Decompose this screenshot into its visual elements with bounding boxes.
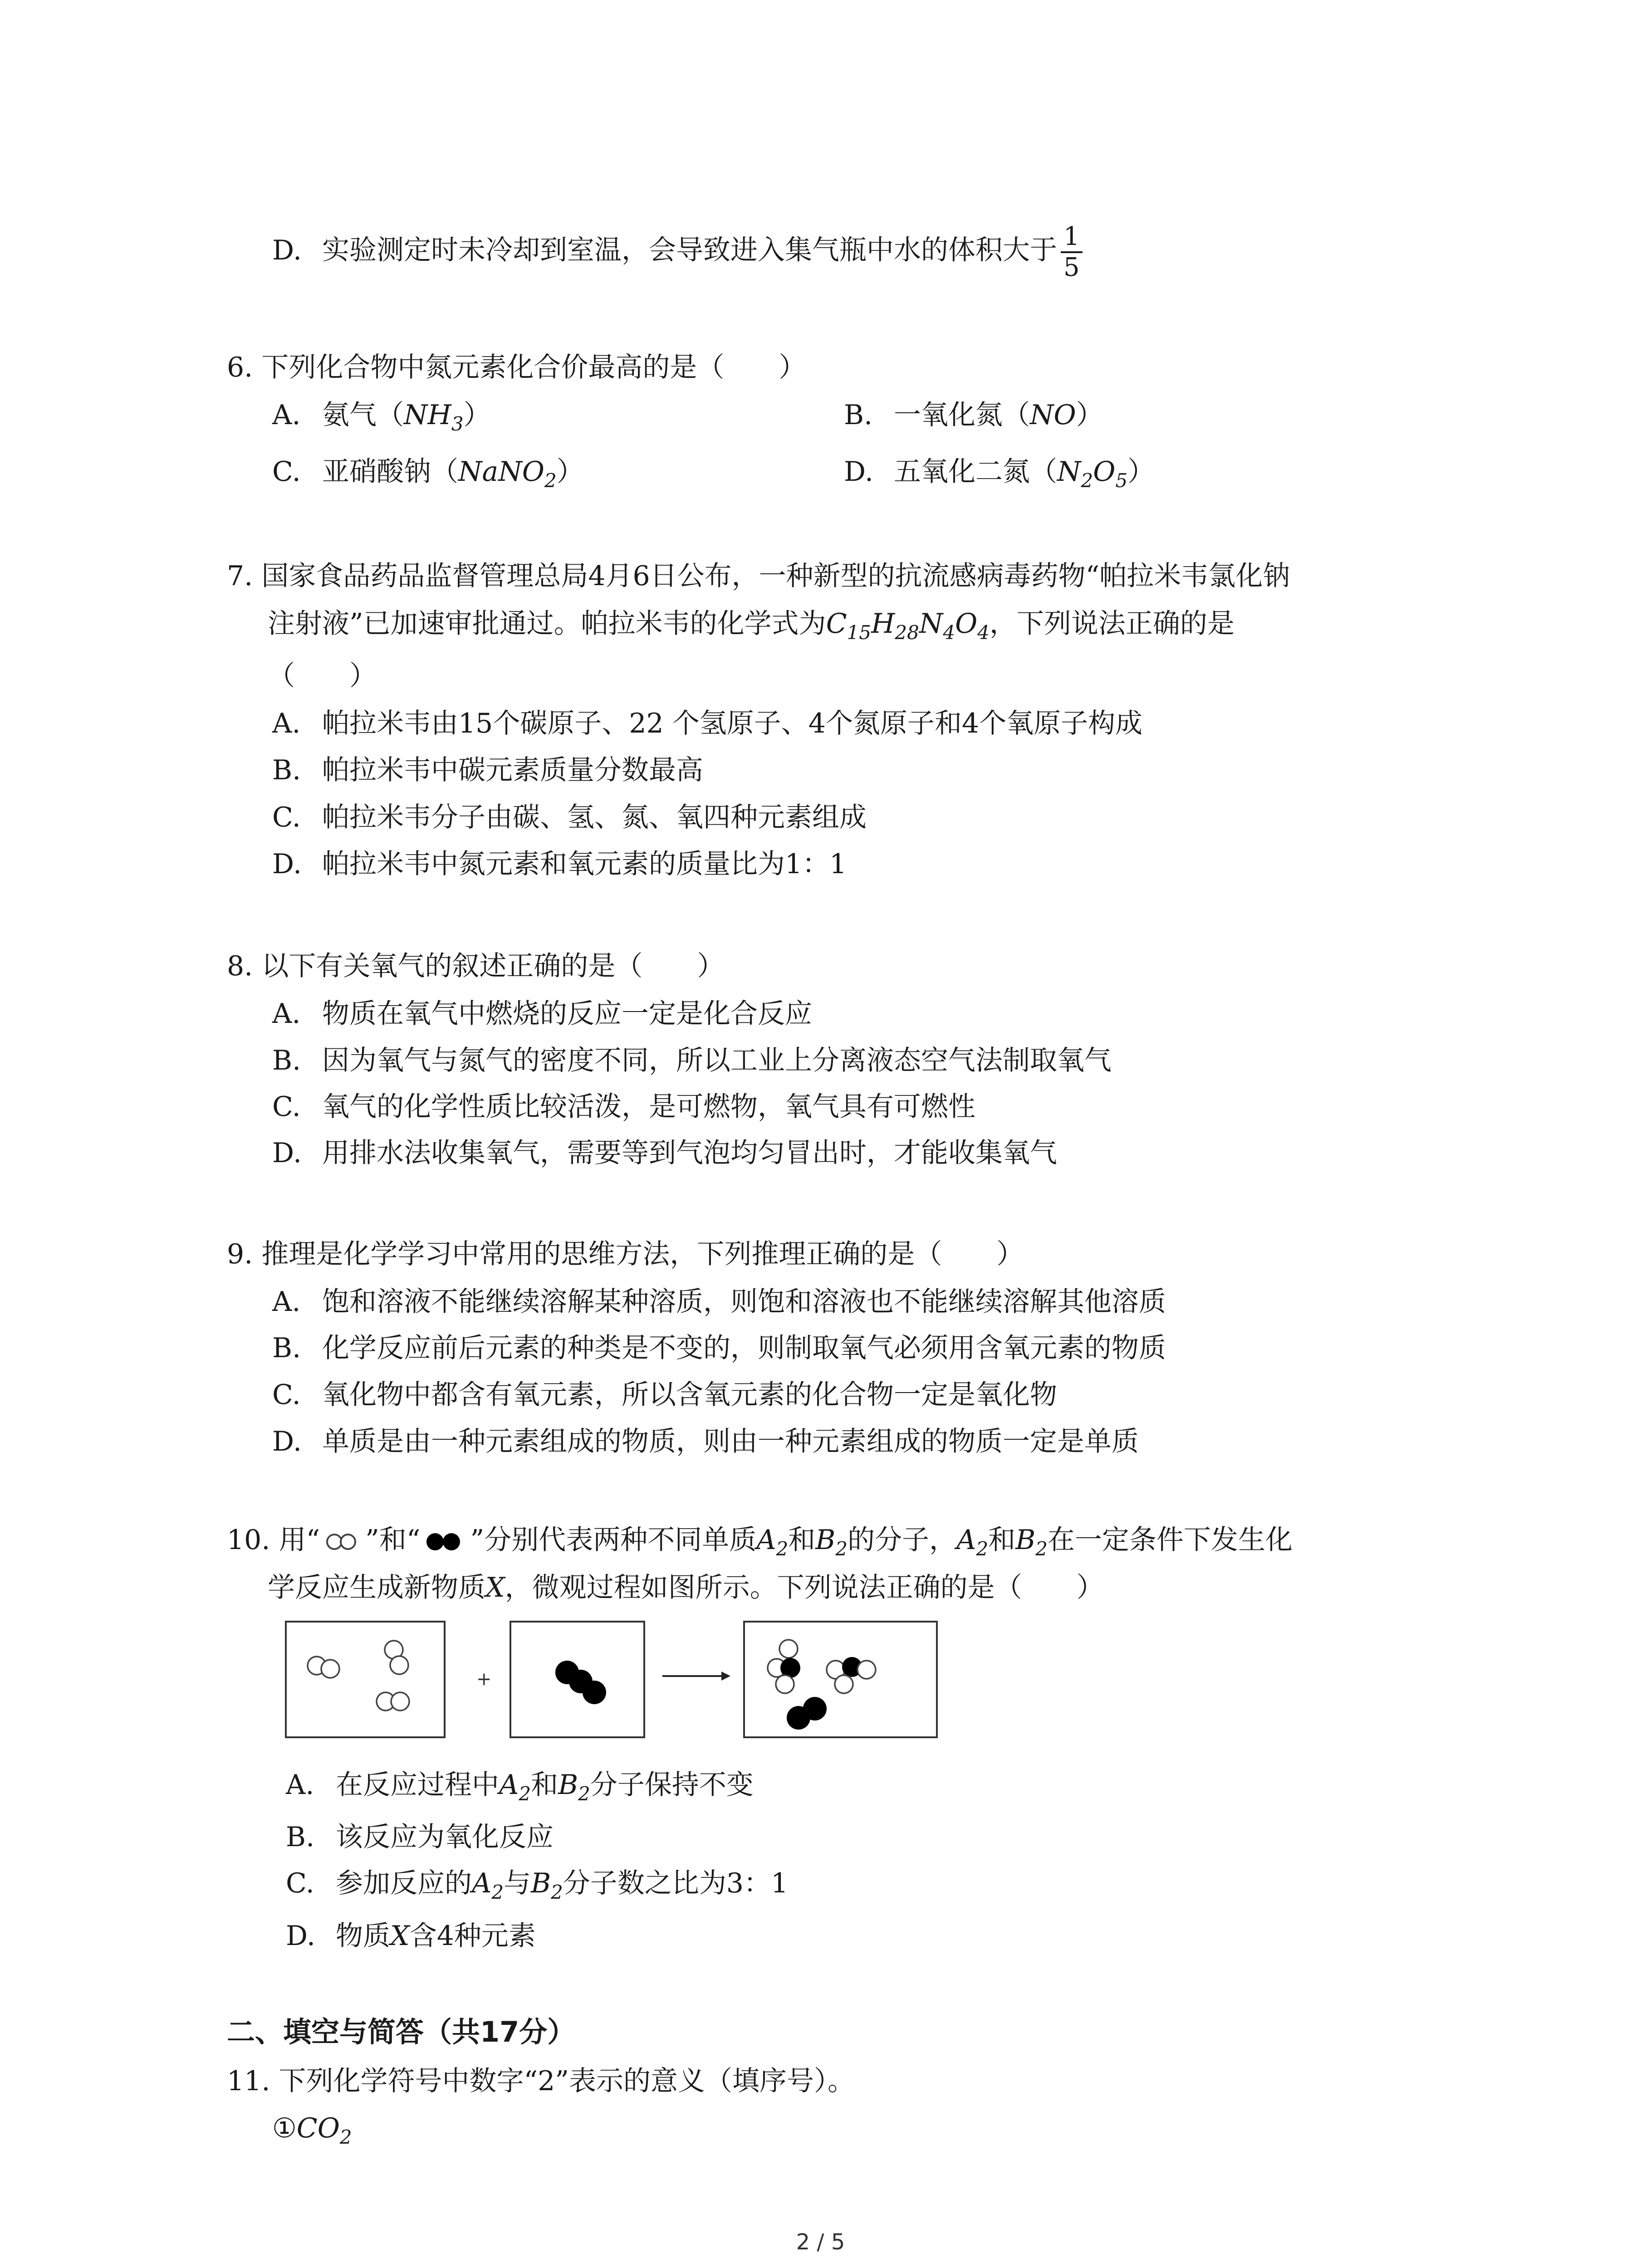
q8-option-a: [272, 996, 812, 1032]
stem-text: ”分别代表两种不同单质: [470, 1524, 757, 1556]
stem-text: 10. 用“: [227, 1524, 320, 1556]
formula: O: [955, 608, 978, 640]
option-text: 单质是由一种元素组成的物质，则由一种元素组成的物质一定是单质: [322, 1426, 1139, 1457]
reactant-a-box: [286, 1622, 445, 1737]
q6-option-b: [844, 397, 1103, 433]
option-label: D.: [272, 1137, 302, 1169]
option-text: 亚硝酸钠（: [322, 456, 458, 488]
q8-option-b: [272, 1042, 1112, 1079]
q6-option-d: [844, 454, 1155, 490]
option-label: B.: [844, 399, 873, 431]
option-text: 一氧化氮（: [894, 399, 1030, 431]
formula: B: [815, 1524, 836, 1556]
subscript: 15: [847, 621, 872, 644]
subscript: 2: [339, 2126, 352, 2148]
formula: A: [956, 1524, 976, 1556]
q10-option-d: [286, 1918, 536, 1954]
subscript: 2: [544, 469, 557, 492]
q9-option-d: [272, 1423, 1139, 1460]
page-number: 2 / 5: [796, 2229, 845, 2255]
b-atom: [803, 1697, 827, 1721]
fraction-denominator: 5: [1063, 253, 1080, 282]
plus-sign: +: [476, 1669, 492, 1690]
option-text: 含4种元素: [409, 1920, 536, 1952]
q9-option-c: [272, 1377, 1057, 1413]
subscript: 4: [977, 621, 990, 644]
option-label: A.: [272, 708, 301, 739]
option-text: 该反应为氧化反应: [336, 1821, 554, 1853]
formula: C: [826, 608, 847, 640]
q5-option-d: [272, 222, 1083, 282]
option-label: C.: [272, 1091, 301, 1123]
q7-stem-line3: （ ）: [268, 660, 377, 692]
option-label: A.: [272, 998, 301, 1030]
option-text: 氨气（: [322, 399, 404, 431]
option-text: 与: [504, 1867, 531, 1899]
option-label: C.: [272, 456, 301, 488]
q9-stem: 9. 推理是化学学习中常用的思维方法，下列推理正确的是（ ）: [227, 1238, 1024, 1270]
option-label: D.: [272, 848, 302, 880]
option-text: 和: [531, 1769, 558, 1801]
option-text: 物质在氧气中燃烧的反应一定是化合反应: [322, 998, 812, 1030]
formula: B: [558, 1769, 578, 1801]
a-atom: [321, 1660, 339, 1678]
q7-option-b: [272, 752, 703, 788]
option-text: 帕拉米韦中碳元素质量分数最高: [322, 754, 703, 786]
formula: NH: [404, 399, 451, 431]
fraction: [1061, 222, 1083, 282]
stem-text: 学反应生成新物质: [268, 1572, 485, 1603]
option-text: 化学反应前后元素的种类是不变的，则制取氧气必须用含氧元素的物质: [322, 1332, 1166, 1364]
subscript: 2: [1035, 1538, 1048, 1560]
q9-option-b: [272, 1330, 1166, 1366]
q11-stem: 11. 下列化学符号中数字“2”表示的意义（填序号）。: [227, 2065, 855, 2097]
option-text: 帕拉米韦分子由碳、氢、氮、氧四种元素组成: [322, 802, 867, 833]
option-text: 实验测定时未冷却到室温，会导致进入集气瓶中水的体积大于: [322, 234, 1057, 266]
stem-text: ”和“: [365, 1524, 421, 1556]
option-label: B.: [272, 754, 301, 786]
q8-option-c: [272, 1089, 975, 1125]
option-text: 帕拉米韦中氮元素和氧元素的质量比为1：1: [322, 848, 847, 880]
a-atom: [835, 1675, 853, 1693]
formula: A: [472, 1867, 492, 1899]
a-atom: [779, 1640, 798, 1658]
formula: N: [1057, 456, 1081, 488]
formula: X: [390, 1920, 410, 1952]
option-label: C.: [272, 1379, 301, 1411]
q10-option-a: [286, 1767, 754, 1803]
q10-stem-line2: [268, 1569, 1104, 1606]
option-label: A.: [286, 1769, 314, 1801]
option-text: 参加反应的: [336, 1867, 472, 1899]
paren: ）: [1127, 456, 1155, 488]
reaction-diagram: [272, 1617, 953, 1749]
formula: NO: [1030, 399, 1076, 431]
option-label: A.: [272, 1286, 301, 1318]
q7-option-a: [272, 705, 1142, 742]
paren: ）: [1076, 399, 1103, 431]
option-text: 氧气的化学性质比较活泼，是可燃物，氧气具有可燃性: [322, 1091, 975, 1123]
option-text: 分子数之比为3：1: [563, 1867, 789, 1899]
q6-stem: 6. 下列化合物中氮元素化合价最高的是（ ）: [227, 352, 806, 383]
option-text: 分子保持不变: [590, 1769, 754, 1801]
stem-text: 在一定条件下发生化: [1048, 1524, 1293, 1556]
q7-stem-line2: [268, 606, 1234, 642]
a-atom: [776, 1675, 794, 1693]
option-label: D.: [286, 1920, 316, 1952]
q9-option-a: [272, 1284, 1166, 1320]
q10-option-b: [286, 1819, 554, 1855]
option-label: D.: [844, 456, 874, 488]
option-text: 物质: [336, 1920, 390, 1952]
option-label: C.: [272, 802, 301, 833]
formula: CO: [296, 2112, 340, 2144]
q6-option-c: [272, 454, 584, 490]
option-text: 在反应过程中: [336, 1769, 499, 1801]
q11-item-1: [272, 2110, 352, 2146]
paren: ）: [463, 399, 491, 431]
option-label: A.: [272, 399, 301, 431]
subscript: 2: [551, 1881, 563, 1903]
formula: A: [756, 1524, 776, 1556]
subscript: 28: [895, 621, 919, 644]
formula: H: [871, 608, 895, 640]
section-heading: 二、填空与简答（共17分）: [227, 2015, 576, 2048]
option-label: B.: [272, 1332, 301, 1364]
q7-stem-line1: 7. 国家食品药品监督管理总局4月6日公布，一种新型的抗流感病毒药物“帕拉米韦氯化钠: [227, 560, 1290, 592]
formula: X: [485, 1572, 505, 1603]
item-marker: ①: [272, 2112, 297, 2144]
subscript: 5: [1115, 469, 1128, 492]
formula: N: [919, 608, 943, 640]
option-text: 帕拉米韦由15个碳原子、22 个氢原子、4个氮原子和4个氧原子构成: [322, 708, 1143, 739]
subscript: 2: [578, 1783, 590, 1805]
subscript: 2: [976, 1538, 989, 1560]
option-text: 五氧化二氮（: [894, 456, 1057, 488]
subscript: 2: [776, 1538, 789, 1560]
q8-option-d: [272, 1135, 1057, 1171]
paren: ）: [556, 456, 584, 488]
option-text: 氧化物中都含有氧元素，所以含氧元素的化合物一定是氧化物: [322, 1379, 1057, 1411]
option-label: D.: [272, 234, 302, 266]
formula: B: [1015, 1524, 1036, 1556]
formula: A: [499, 1769, 519, 1801]
white-molecule-icon: [320, 1530, 365, 1553]
option-label: B.: [286, 1821, 315, 1853]
stem-text: ，微观过程如图所示。下列说法正确的是（ ）: [505, 1572, 1104, 1603]
q10-stem-line1: [227, 1522, 1293, 1558]
formula: O: [1093, 456, 1116, 488]
subscript: 4: [943, 621, 955, 644]
option-text: 因为氧气与氮气的密度不同，所以工业上分离液态空气法制取氧气: [322, 1045, 1112, 1076]
q7-option-d: [272, 846, 847, 882]
subscript: 2: [519, 1783, 531, 1805]
option-label: B.: [272, 1045, 301, 1076]
option-label: D.: [272, 1426, 302, 1457]
black-molecule-icon: [421, 1530, 470, 1553]
q8-stem: 8. 以下有关氧气的叙述正确的是（ ）: [227, 950, 725, 982]
option-text: 用排水法收集氧气，需要等到气泡均匀冒出时，才能收集氧气: [322, 1137, 1057, 1169]
b-atom: [583, 1681, 606, 1704]
subscript: 2: [835, 1538, 848, 1560]
q6-option-a: [272, 397, 491, 433]
a-atom: [390, 1656, 408, 1674]
formula: NaNO: [458, 456, 544, 488]
q7-option-c: [272, 799, 867, 836]
stem-text: 和: [788, 1524, 816, 1556]
formula: B: [531, 1867, 551, 1899]
option-label: C.: [286, 1867, 314, 1899]
stem-text: ，下列说法正确的是: [989, 608, 1235, 640]
stem-text: 注射液”已加速审批通过。帕拉米韦的化学式为: [268, 608, 826, 640]
subscript: 2: [491, 1881, 504, 1903]
fraction-numerator: 1: [1061, 222, 1083, 253]
q10-option-c: [286, 1865, 788, 1901]
option-text: 饱和溶液不能继续溶解某种溶质，则饱和溶液也不能继续溶解其他溶质: [322, 1286, 1166, 1318]
stem-text: 和: [988, 1524, 1016, 1556]
subscript: 2: [1081, 469, 1093, 492]
a-atom: [857, 1661, 876, 1679]
a-atom: [391, 1692, 409, 1711]
arrow-head: [721, 1672, 730, 1681]
subscript: 3: [451, 413, 464, 435]
stem-text: 的分子，: [847, 1524, 957, 1556]
